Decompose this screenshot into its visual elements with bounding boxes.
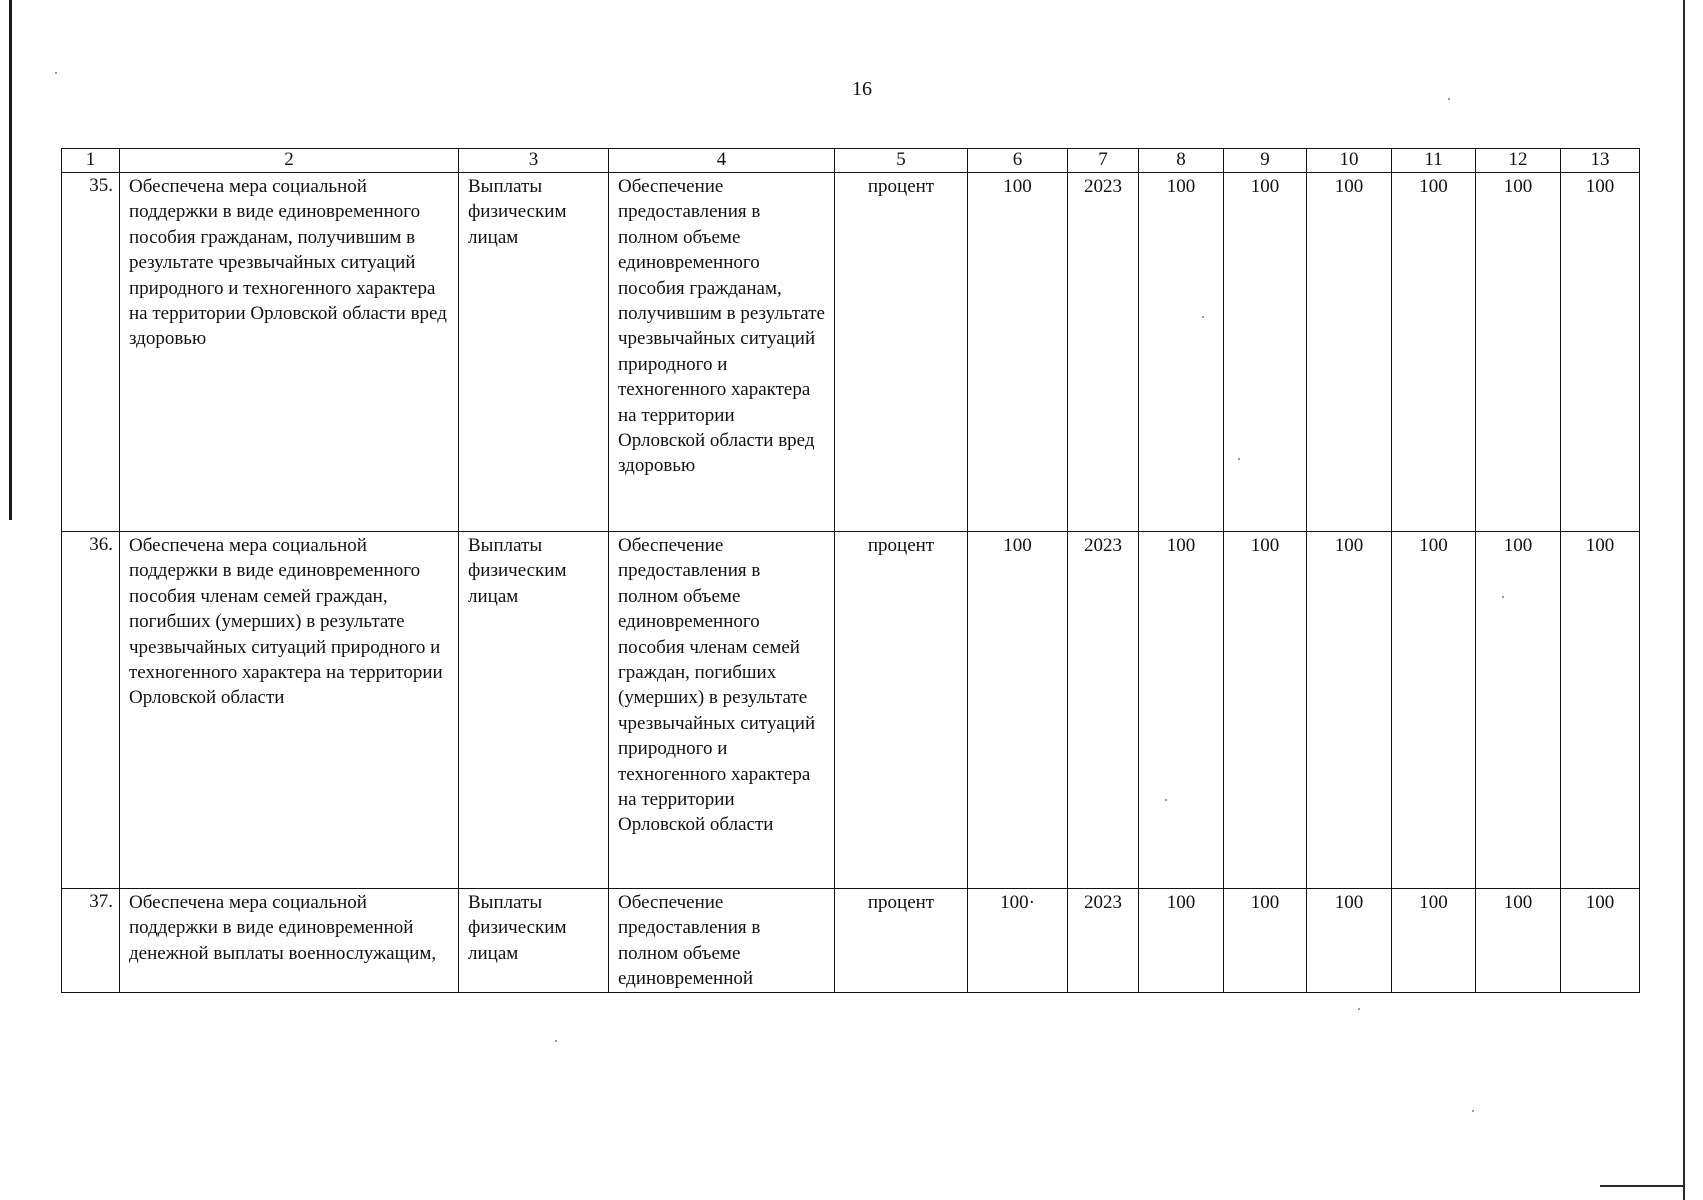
value-col-10: 100 bbox=[1307, 173, 1392, 532]
value-col-12: 100 bbox=[1476, 532, 1561, 889]
table-row bbox=[62, 173, 1640, 532]
value-col-11: 100 bbox=[1392, 532, 1476, 889]
value-col-12: 100 bbox=[1476, 173, 1561, 532]
column-number-header: 10 bbox=[1307, 149, 1392, 173]
unit-of-measure: процент bbox=[835, 889, 968, 993]
row-index: 35. bbox=[62, 173, 120, 532]
value-col-13: 100 bbox=[1561, 173, 1640, 532]
value-col-10: 100 bbox=[1307, 532, 1392, 889]
unit-of-measure: процент bbox=[835, 532, 968, 889]
table-header-row bbox=[62, 149, 1640, 173]
column-number-header: 11 bbox=[1392, 149, 1476, 173]
result-type: Выплаты физическим лицам bbox=[459, 532, 609, 889]
base-value: 100 bbox=[968, 532, 1068, 889]
value-col-8: 100 bbox=[1139, 532, 1224, 889]
value-col-12: 100 bbox=[1476, 889, 1561, 993]
value-col-9: 100 bbox=[1224, 173, 1307, 532]
row-index: 37. bbox=[62, 889, 120, 993]
column-number-header: 12 bbox=[1476, 149, 1561, 173]
table-row bbox=[62, 889, 1640, 993]
base-year: 2023 bbox=[1068, 532, 1139, 889]
column-number-header: 1 bbox=[62, 149, 120, 173]
scan-speck bbox=[555, 1040, 557, 1042]
scan-edge-right bbox=[1683, 0, 1685, 1200]
value-col-9: 100 bbox=[1224, 889, 1307, 993]
column-number-header: 5 bbox=[835, 149, 968, 173]
column-number-header: 6 bbox=[968, 149, 1068, 173]
result-description: Обеспечена мера социальной поддержки в виде единовременного пособия гражданам, получившим в результате чрезвычайных ситуаций природного и техногенного характера на территории Орловской области вред здоровью bbox=[120, 173, 459, 532]
value-col-13: 100 bbox=[1561, 532, 1640, 889]
column-number-header: 8 bbox=[1139, 149, 1224, 173]
result-description: Обеспечена мера социальной поддержки в виде единовременной денежной выплаты военнослужащим, bbox=[120, 889, 459, 993]
value-col-8: 100 bbox=[1139, 173, 1224, 532]
row-index: 36. bbox=[62, 532, 120, 889]
result-characteristic: Обеспечение предоставления в полном объеме единовременного пособия гражданам, получившим в результате чрезвычайных ситуаций природного и техногенного характера на территории Орловской области вред здоровью bbox=[609, 173, 835, 532]
column-number-header: 7 bbox=[1068, 149, 1139, 173]
value-col-9: 100 bbox=[1224, 532, 1307, 889]
scan-edge-bottom bbox=[1600, 1185, 1685, 1187]
scan-speck bbox=[1358, 1008, 1360, 1010]
base-year: 2023 bbox=[1068, 173, 1139, 532]
value-col-11: 100 bbox=[1392, 889, 1476, 993]
result-description: Обеспечена мера социальной поддержки в виде единовременного пособия членам семей граждан, погибших (умерших) в результате чрезвычайных ситуаций природного и техногенного характера на территории Орловской области bbox=[120, 532, 459, 889]
scan-speck bbox=[55, 72, 57, 74]
result-type: Выплаты физическим лицам bbox=[459, 173, 609, 532]
result-type: Выплаты физическим лицам bbox=[459, 889, 609, 993]
result-characteristic: Обеспечение предоставления в полном объеме единовременного пособия членам семей граждан, погибших (умерших) в результате чрезвычайных ситуаций природного и техногенного характера на территории Орловской области bbox=[609, 532, 835, 889]
column-number-header: 3 bbox=[459, 149, 609, 173]
value-col-13: 100 bbox=[1561, 889, 1640, 993]
column-number-header: 2 bbox=[120, 149, 459, 173]
column-number-header: 4 bbox=[609, 149, 835, 173]
page-number: 16 bbox=[852, 78, 872, 100]
value-col-10: 100 bbox=[1307, 889, 1392, 993]
result-characteristic: Обеспечение предоставления в полном объеме единовременной bbox=[609, 889, 835, 993]
column-number-header: 13 bbox=[1561, 149, 1640, 173]
unit-of-measure: процент bbox=[835, 173, 968, 532]
table-row bbox=[62, 532, 1640, 889]
column-number-header: 9 bbox=[1224, 149, 1307, 173]
base-year: 2023 bbox=[1068, 889, 1139, 993]
base-value: 100· bbox=[968, 889, 1068, 993]
value-col-8: 100 bbox=[1139, 889, 1224, 993]
scan-speck bbox=[1472, 1110, 1474, 1112]
value-col-11: 100 bbox=[1392, 173, 1476, 532]
base-value: 100 bbox=[968, 173, 1068, 532]
data-table bbox=[61, 148, 1640, 993]
